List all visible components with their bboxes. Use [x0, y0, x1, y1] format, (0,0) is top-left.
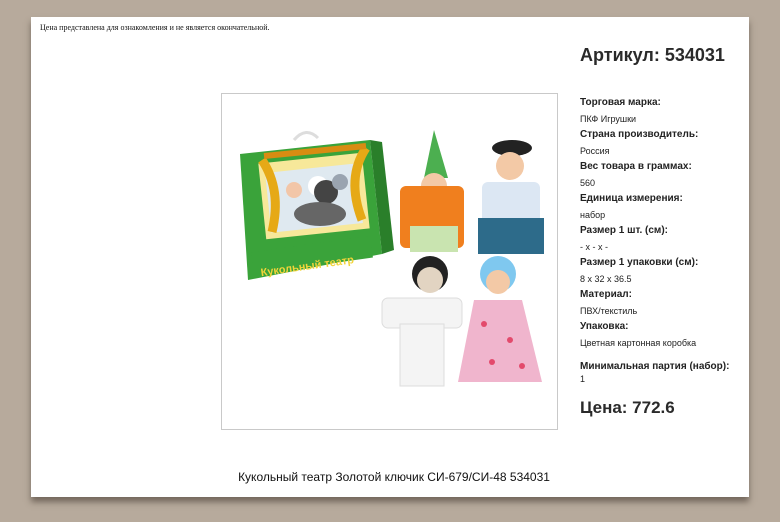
- spec-label: Страна производитель:: [580, 129, 699, 140]
- article-number: Артикул: 534031: [580, 45, 725, 65]
- product-caption: Кукольный театр Золотой ключик СИ-679/СИ-48 534031: [238, 470, 550, 484]
- spec-item: [580, 223, 745, 255]
- puppet-black-hat: [478, 140, 544, 254]
- product-photo: [221, 93, 558, 430]
- spec-item: [580, 191, 745, 223]
- min-batch: [580, 361, 745, 385]
- spec-label: Размер 1 шт. (см):: [580, 225, 668, 236]
- spec-item: [580, 319, 745, 351]
- spec-value: 560: [580, 178, 596, 188]
- spec-label: Материал:: [580, 289, 632, 300]
- puppet-green-hat: [400, 130, 464, 252]
- spec-value: Цветная картонная коробка: [580, 338, 697, 348]
- product-sheet: [31, 17, 749, 497]
- spec-value: Россия: [580, 146, 610, 156]
- spec-item: [580, 287, 745, 319]
- spec-item: [580, 255, 745, 287]
- spec-label: Упаковка:: [580, 321, 629, 332]
- spec-label: Вес товара в граммах:: [580, 161, 692, 172]
- puppet-white-shirt: [382, 256, 462, 386]
- puppet-theatre-box: [240, 132, 394, 280]
- spec-label: Единица измерения:: [580, 193, 683, 204]
- spec-value: набор: [580, 210, 606, 220]
- product-illustration: [222, 94, 557, 429]
- spec-value: 8 х 32 х 36.5: [580, 274, 632, 284]
- spec-item: [580, 95, 745, 127]
- spec-item: [580, 127, 745, 159]
- min-batch-label: Минимальная партия (набор):: [580, 361, 730, 372]
- spec-label: Размер 1 упаковки (см):: [580, 257, 699, 268]
- price: Цена: 772.6: [580, 398, 675, 417]
- spec-spacer: [580, 351, 745, 361]
- box-label: Кукольный театр: [259, 254, 355, 280]
- price-disclaimer: Цена представлена для ознакомления и не является окончательной.: [40, 23, 270, 32]
- spec-value: ПКФ Игрушки: [580, 114, 637, 124]
- spec-value: - х - х -: [580, 242, 608, 252]
- puppet-blue-hair: [458, 256, 542, 382]
- min-batch-value: 1: [580, 374, 586, 384]
- spec-item: [580, 159, 745, 191]
- spec-label: Торговая марка:: [580, 97, 661, 108]
- spec-value: ПВХ/текстиль: [580, 306, 638, 316]
- spec-list: [580, 95, 745, 385]
